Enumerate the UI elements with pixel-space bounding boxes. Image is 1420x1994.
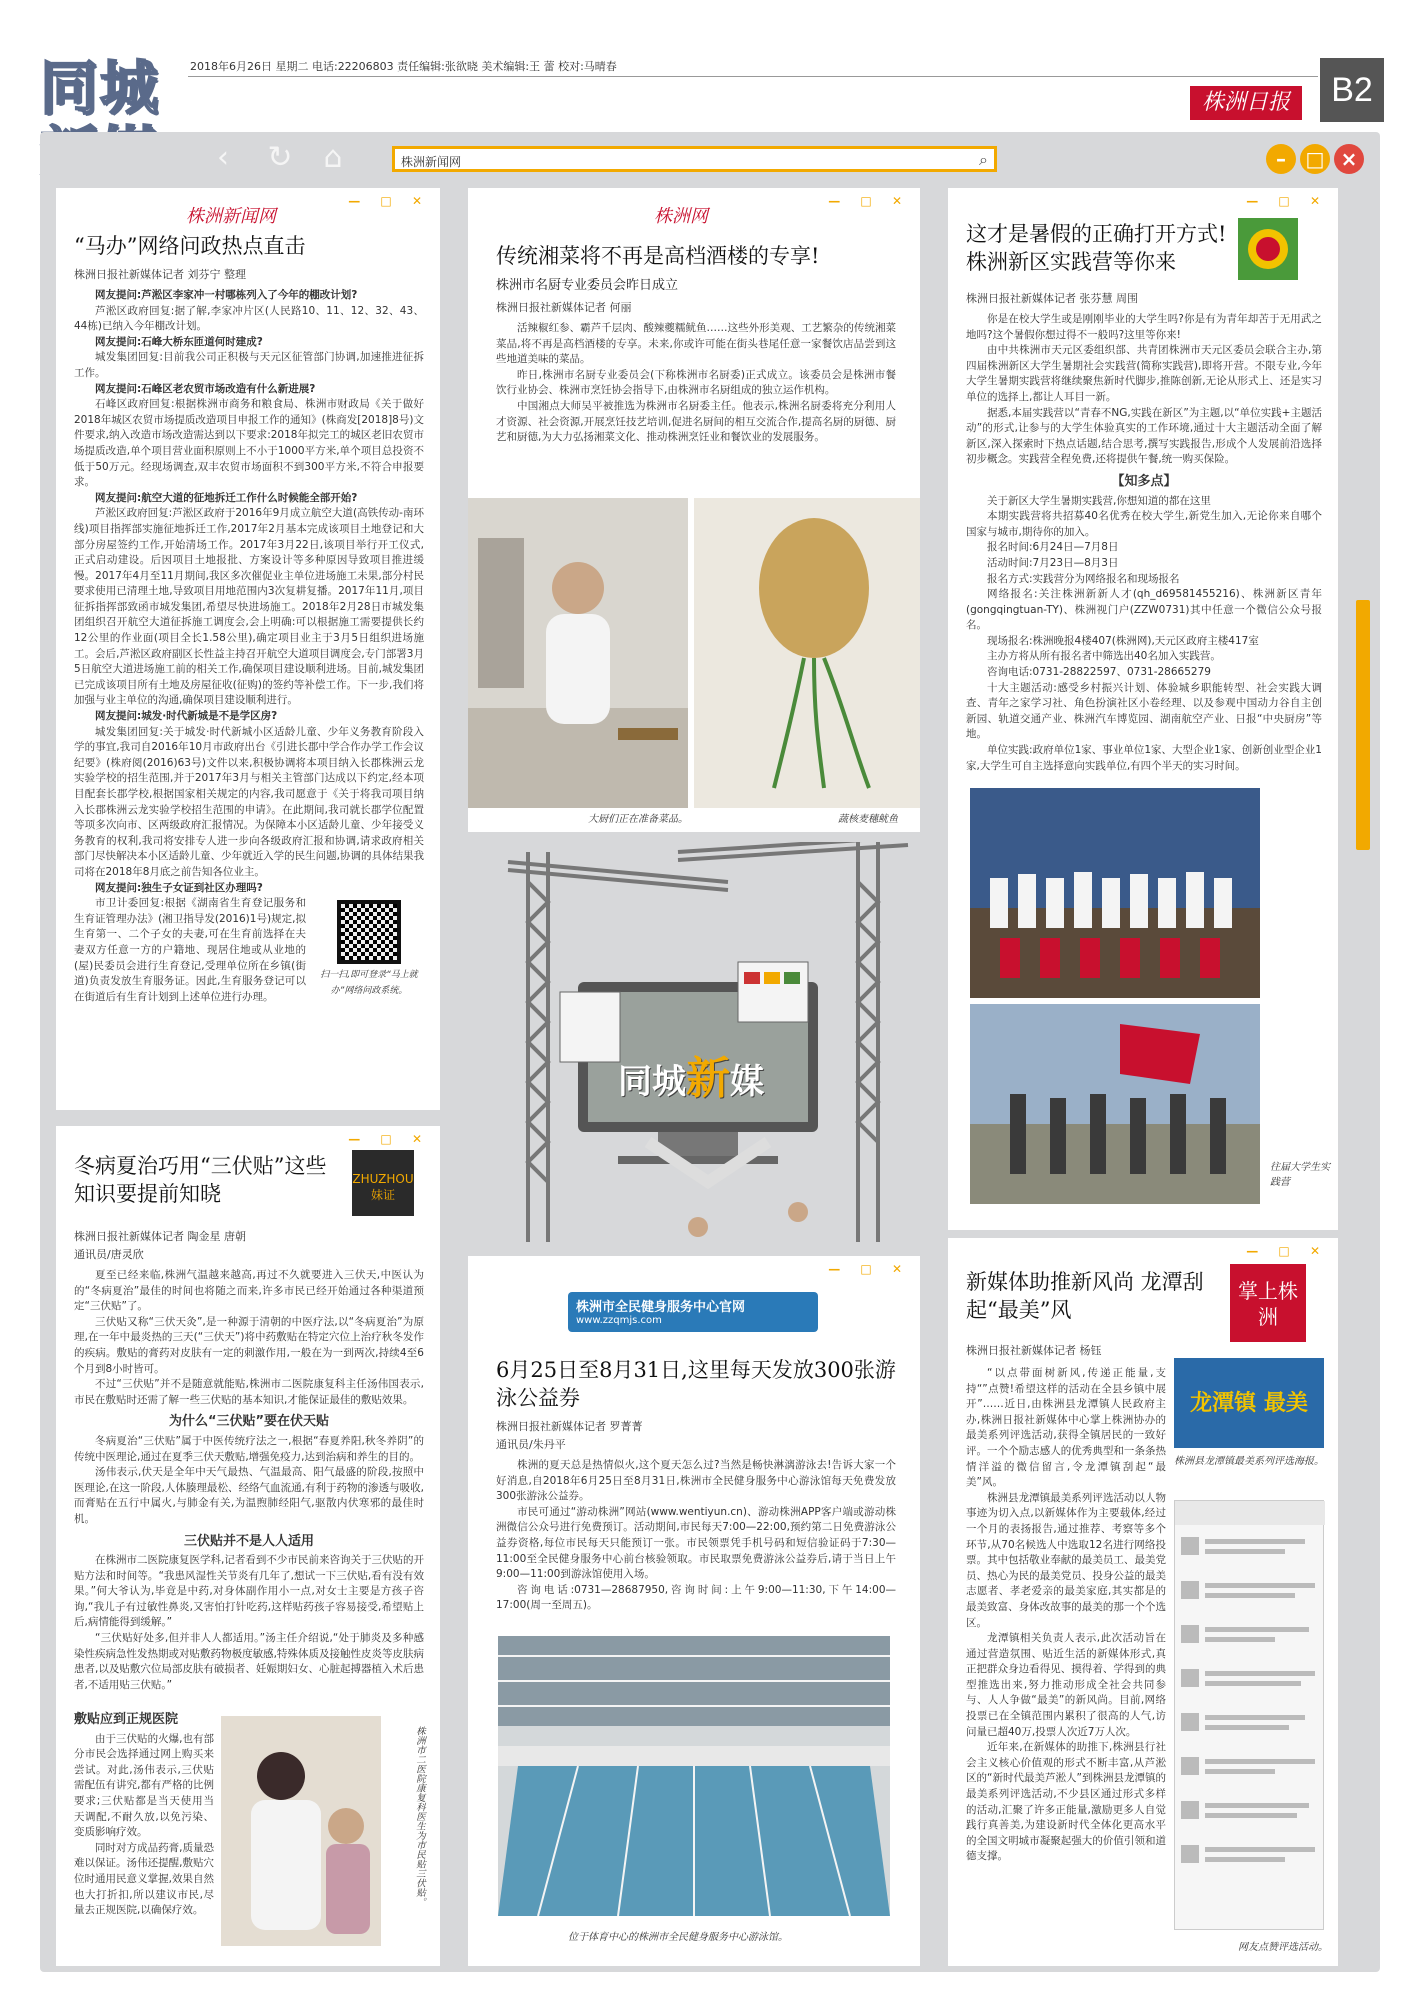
zhuzhou-health-logo: ZHUZHOU 妹证: [352, 1150, 414, 1216]
article-para: 株洲县龙潭镇最美系列评选活动以人物事迹为切入点,以新媒体作为主要载体,经过一个月的表扬报告,通过推荐、考察等多个环节,从70名候选人中选取12名进行网络投票。其中包括敬业奉献的最美员工、最美党员、热心为民的最美党员、投身公益的最美志愿者、孝老爱亲的最美家庭,其实都是的最美致富、身体改故事的最美的那一个个选区。: [966, 1491, 1166, 1629]
article-title: 6月25日至8月31日,这里每天发放300张游泳公益券: [496, 1358, 896, 1410]
home-button[interactable]: ⌂: [323, 140, 343, 175]
header-divider: [188, 76, 1318, 77]
article-para: 龙潭镇相关负责人表示,此次活动旨在通过营造氛围、贴近生活的新媒体形式,真正把群众身边看得见、摸得着、学得到的典型推选出来,努力推动形成全社会共同参与、人人争做“最美”的新风尚。目前,网络投票已在全镇范围内累积了很高的人气,访问量已超40万,投票人次近7万人次。: [966, 1632, 1166, 1738]
article-title: 传统湘菜将不再是高档酒楼的专享!: [496, 244, 820, 268]
article-title: 这才是暑假的正确打开方式!株洲新区实践营等你来: [966, 222, 1227, 274]
center-illustration: [468, 842, 920, 1242]
info-line: 报名时间:6月24日—7月8日: [987, 541, 1119, 554]
brand-line-1: 同城: [40, 54, 161, 122]
zhuzhou-news-logo: 株洲新闻网: [186, 206, 276, 227]
article-para: 你是在校大学生或是刚刚毕业的大学生吗?你是有为青年却苦于无用武之地吗?这个暑假你想过得不一般吗?这里等你来!: [966, 313, 1322, 341]
article-byline-2: 通讯员/朱丹平: [496, 1438, 566, 1451]
section-heading: 三伏贴并不是人人适用: [183, 1533, 314, 1549]
photo-dish: [694, 498, 920, 808]
article-para: 芦淞区政府回复:芦淞区政府于2016年9月成立航空大道(高铁传动-南环线)项目指挥部实施征地拆迁工作,2017年2月基本完成该项目土地登记和大部分房屋签约工作,开始清场工作。2017年3月22日,该项目举行开工仪式,正式启动建设。后因项目土地报批、方案设计等多种原因导致项目推进缓慢。2017年4月至11月期间,我区多次催促业主单位进场施工未果,部分村民要求使用已清理土地,导致项目用地范围内3次复耕复播。2017年11月,项目征拆指挥部致函市城发集团,希望尽快进场施工。2018年2月28日市城发集团组织召开航空大道征拆施工调度会,会上明确:可以根据施工需要提供长约12公里的作业面(项目全长1.58公里),确定项目业主于3月5日组织进场施工。会后,芦淞区政府副区长性益主持召开航空大道项目调度会,专门部署3月5日航空大道进场施工前的相关工作,确保项目建设顺利进场。目前,城发集团已完成该项目所有土地及房屋征收(征购)的签约等补偿工作。下一步,我们将加强与业主单位的沟通,确保项目建设顺利进行。: [74, 507, 424, 707]
article-para: 网友提问:城发·时代新城是不是学区房?: [95, 710, 278, 723]
info-line: 报名方式:实践营分为网络报名和现场报名: [987, 572, 1180, 585]
page-number: B2: [1320, 58, 1384, 122]
article-panel-swim: [468, 1256, 920, 1966]
article-body: [74, 288, 424, 1005]
article-para: 由中共株洲市天元区委组织部、共青团株洲市天元区委员会联合主办,第四届株洲新区大学生暑期社会实践营(简称实践营),即将开营。不限专业,今年大学生暑期实践营将继续聚焦新时代脚步,推陈创新,无论从形式上、还是实习单位的选择上,都让人耳目一新。: [966, 344, 1322, 403]
photo-caption-left: 大厨们正在准备菜品。: [588, 814, 688, 825]
banner-title: 株洲市全民健身服务中心官网: [576, 1300, 746, 1315]
article-subtitle: 株洲市名厨专业委员会昨日成立: [496, 278, 679, 293]
comments-caption: 网友点赞评选活动。: [1238, 1942, 1328, 1953]
article-body: [496, 1458, 896, 1614]
center-brand-b: 新: [686, 1053, 730, 1104]
photo-doctor: [221, 1716, 381, 1946]
section-heading: 【知多点】: [1111, 473, 1177, 489]
panel-controls[interactable]: — □ ✕: [1246, 194, 1328, 208]
article-byline: 株洲日报社新媒体记者 陶金星 唐朝: [74, 1230, 246, 1243]
header-meta: 2018年6月26日 星期二 电话:22206803 责任编辑:张欲晓 美术编辑:王 蕾 校对:马晴春: [190, 60, 617, 73]
photo-caption: 株洲市二医院康复科医生为市民贴三伏贴。: [414, 1726, 425, 1907]
article-panel-camp: [948, 188, 1338, 1230]
banner-url: www.zzqmjs.com: [576, 1315, 662, 1326]
article-para: 夏至已经来临,株洲气温越来越高,再过不久就要进入三伏天,中医认为的“冬病夏治”最佳的时间也将随之而来,许多市民已经开始通过各种渠道预定“三伏贴”了。: [74, 1269, 424, 1313]
panel-controls[interactable]: — □ ✕: [828, 1262, 910, 1276]
panel-controls[interactable]: — □ ✕: [828, 194, 910, 208]
zhuzhou-net-logo: 株洲网: [654, 206, 708, 227]
article-body: [496, 321, 896, 446]
article-byline: 株洲日报社新媒体记者 张芬慧 周围: [966, 292, 1138, 305]
section-heading: 为什么“三伏贴”要在伏天贴: [168, 1414, 330, 1430]
article-byline: 株洲日报社新媒体记者 杨钰: [966, 1344, 1102, 1357]
photo-caption-right: 蔬核麦穗鱿鱼: [838, 814, 898, 825]
photo-caption: 往届大学生实践营: [1270, 1162, 1330, 1188]
refresh-button[interactable]: ↻: [267, 140, 293, 175]
banner-caption: 株洲县龙潭镇最美系列评选海报。: [1174, 1456, 1324, 1467]
maximize-icon[interactable]: □: [1300, 144, 1330, 174]
info-line: 本期实践营将共招募40名优秀在校大学生,新党生加入,无论你来自哪个国家与城市,期待你的加入。: [966, 510, 1322, 538]
article-para: 中国湘点大师吴平被推选为株洲市名厨委主任。他表示,株洲名厨委将充分利用人才资源、社会资源,开展烹饪技艺培训,促进名厨间的相互交流合作,提高名厨的厨德、厨艺和厨德,为大力弘扬湘菜文化、推动株洲烹饪业和餐饮业的发展服务。: [496, 399, 896, 444]
article-para: 由于三伏贴的火爆,也有部分市民会选择通过网上购买来尝试。对此,汤伟表示,三伏贴需配伍有讲究,都有严格的比例要求;三伏贴都是当天使用当天调配,不耐久放,以免污染、变质影响疗效。: [74, 1732, 214, 1839]
scrollbar-thumb[interactable]: [1356, 600, 1370, 850]
article-para: 网友提问:石峰区老农贸市场改造有什么新进展?: [95, 382, 316, 395]
qr-code[interactable]: [337, 900, 401, 964]
article-para: 活辣椒红参、霸芦千层肉、酸辣夔糯鱿鱼……这些外形美观、工艺繁杂的传统湘菜菜品,将不再是高档酒楼的专享。未来,你或许可能在街头巷尾任意一家餐饮店品尝到这些地道美味的菜品。: [496, 322, 896, 366]
article-byline-2: 通讯员/唐灵欣: [74, 1248, 144, 1261]
search-icon[interactable]: ⌕: [979, 150, 988, 169]
article-para: 网友提问:芦淞区李家冲一村哪栋列入了今年的棚改计划?: [95, 289, 358, 301]
photo-swimming-pool: [498, 1636, 890, 1916]
info-line: 现场报名:株洲晚报4楼407(株洲网),天元区政府主楼417室: [987, 634, 1259, 647]
center-brand-c: 媒: [730, 1062, 764, 1102]
article-byline: 株洲日报社新媒体记者 刘芬宁 整理: [74, 268, 246, 281]
daily-logo: 株洲日报: [1190, 86, 1302, 120]
section-heading: 敷贴应到正规医院: [74, 1712, 179, 1727]
article-body: [74, 1268, 424, 1693]
article-para: 在株洲市二医院康复医学科,记者看到不少市民前来咨询关于三伏贴的开贴方法和时间等。“我患风湿性关节炎有几年了,想试一下三伏贴,看有没有效果。”何大爷认为,毕竟是中药,对身体副作用小一点,对女士主要是方孩子咨询,“我儿子有过敏性鼻炎,又害怕打针吃药,这样贴药孩子容易接受,希望贴上后,病情能得到缓解。”: [74, 1554, 424, 1629]
article-para: 三伏贴又称“三伏天灸”,是一种源于清朝的中医疗法,以“冬病夏治”为原理,在一年中最炎热的三天(“三伏天”)将中药敷贴在特定穴位上治疗秋冬发作的疾病。敷贴的膏药对皮肤有一定的刺激作用,一般在为一到两次,持续4至6个月到8小时皆可。: [74, 1315, 424, 1375]
article-body: [966, 1366, 1166, 1865]
info-line: 单位实践:政府单位1家、事业单位1家、大型企业1家、创新创业型企业1家,大学生可自主选择意向实践单位,有四个半天的实习时间。: [966, 744, 1322, 772]
article-para: 汤伟表示,伏天是全年中天气最热、气温最高、阳气最盛的阶段,按照中医理论,在这一阶段,人体腠理最松、经络气血流通,有利于药物的渗透与吸收,而膏贴在五行中属火,与肺金有关,为温煦肺经阳气,驱散内伏寒邪的最佳时机。: [74, 1466, 424, 1525]
article-body-tail: [74, 1706, 214, 1919]
article-para: 不过“三伏贴”并不是随意就能贴,株洲市二医院康复科主任汤伟国表示,市民在敷贴时还需了解一些三伏贴的基本知识,才能保证最佳的敷贴效果。: [74, 1378, 424, 1406]
qr-block: [314, 900, 424, 999]
article-byline: 株洲日报社新媒体记者 罗菁菁: [496, 1420, 643, 1433]
article-panel-wenzheng: [56, 188, 440, 1110]
back-button[interactable]: ‹: [217, 140, 229, 175]
center-brand: [618, 1042, 764, 1106]
youth-league-logo: [1238, 218, 1298, 280]
info-line: 关于新区大学生暑期实践营,你想知道的都在这里: [987, 494, 1211, 507]
panel-controls[interactable]: — □ ✕: [348, 194, 430, 208]
article-byline: 株洲日报社新媒体记者 何丽: [496, 301, 632, 314]
zhangshang-zhuzhou-logo: 掌上株洲: [1230, 1264, 1306, 1342]
article-para: 城发集团回复:关于城发·时代新城小区适龄儿童、少年义务教育阶段入学的事宜,我司自2016年10月市政府出台《引进长郡中学合作办学工作会议纪要》(株府阅(2016)63号)文件以来,积极协调将本项目纳入长郡株洲云龙实验学校的招生范围,并于2017年3月与相关主管部门达成以下约定,经本项目配套长郡学校,根据国家相关规定的内容,我司愿意于《关于将我司项目纳入长郡株洲云龙实验学校招生范围的申请》。在此期间,我司就长郡学位配置等项多次向市、区两级政府汇报情况。为保障本小区适龄儿童、少年接受义务教育的权利,我司将安排专人进一步向各级政府汇报和协调,请求政府相关部门尽快解决本小区适龄儿童、少年就近入学的民生问题,协调的具体结果我司将在2018年8月底之前告知各位业主。: [74, 725, 424, 878]
article-para: 网友提问:独生子女证到社区办理吗?: [95, 881, 263, 894]
article-body: [966, 312, 1322, 774]
article-para: 冬病夏治“三伏贴”属于中医传统疗法之一,根据“春夏养阳,秋冬养阴”的传统中医理论,通过在夏季三伏天敷贴,增强免疫力,达到治病和养生的目的。: [74, 1434, 424, 1463]
article-para: 近年来,在新媒体的助推下,株洲县行社会主义核心价值观的形式不断丰富,从芦淞区的“新时代最美芦淞人”到株洲县龙潭镇的最美系列评选活动,不少县区通过形式多样的活动,汇聚了许多正能量,激励更多人自觉践行真善美,为建设新时代全体化更高水平的全国文明城市凝聚起强大的价值引领和道德支撑。: [966, 1741, 1166, 1863]
photo-chefs: [468, 498, 688, 808]
article-para: 网友提问:石峰大桥东匝道何时建成?: [95, 335, 263, 348]
article-para: 株洲的夏天总是热情似火,这个夏天怎么过?当然是畅快淋漓游泳去!告诉大家一个好消息,自2018年6月25日至8月31日,株洲市全民健身服务中心游泳馆每天免费发放300张游泳公益券。: [496, 1459, 896, 1503]
article-para: “三伏贴好处多,但并非人人都适用。”汤主任介绍说,“处于肺炎及多种感染性疾病急性发热期或对贴敷药物极度敏感,特殊体质及接触性皮炎等皮肤病患者,以及贴敷穴位局部皮肤有破损者、妊娠期妇女、心脏起搏器植入术后患者,不适用贴三伏贴。”: [74, 1632, 424, 1691]
info-line: 活动时间:7月23日—8月3日: [987, 556, 1119, 569]
article-panel-longtan: [948, 1238, 1338, 1966]
article-para: 据悉,本届实践营以“青春不NG,实践在新区”为主题,以“单位实践+主题活动”的形式,让参与的大学生体验真实的工作环境,通过十大主题活动全面了解新区,深入探索时下热点话题,结合思考,撰写实践报告,形成个人发展前沿选择初步概念。实践营全程免费,还将提供午餐,统一购买保险。: [966, 406, 1322, 466]
close-icon[interactable]: ×: [1334, 144, 1364, 174]
article-para: 城发集团回复:目前我公司正积极与天元区征管部门协调,加速推进征拆工作。: [74, 351, 424, 379]
article-para: 市卫计委回复:根据《湖南省生育登记服务和生育证管理办法》(湘卫指导发(2016)1号)规定,拟生育第一、二个子女的夫妻,可在生育前选择在夫妻双方任意一方的户籍地、现居住地或从业地的(屋)民委员会进行生育登记,受理单位所在乡镇(街道)负责发放生育服务证。因此,生育服务登记可以在街道后有生育计划到上述单位进行办理。: [74, 897, 306, 1003]
article-title: “马办”网络问政热点直击: [74, 234, 306, 258]
article-para: 昨日,株洲市名厨专业委员会(下称株洲市名厨委)正式成立。该委员会是株洲市餐饮行业协会、株洲市烹饪协会指导下,由株洲市名厨组成的独立运作机构。: [496, 368, 896, 397]
photo-caption: 位于体育中心的株洲市全民健身服务中心游泳馆。: [568, 1932, 788, 1943]
article-title: 冬病夏治巧用“三伏贴”这些知识要提前知晓: [74, 1154, 327, 1206]
minimize-icon[interactable]: –: [1266, 144, 1296, 174]
address-bar[interactable]: [392, 146, 997, 172]
article-para: 石峰区政府回复:根据株洲市商务和粮食局、株洲市财政局《关于做好2018年城区农贸市场提质改造项目申报工作的通知》(株商发[2018]8号)文件要求,纳入改造市场改造需达到以下要求:2018年拟完工的城区老旧农贸市场提质改造,单个项目营业面积原则上不小于1000平方米,单个项目总投资不低于50万元。经现场调查,双丰农贸市场面积不到300平方米,不符合申报要求。: [74, 398, 424, 489]
article-para: 芦淞区政府回复:据了解,李家冲片区(人民路10、11、12、32、43、44栋)已纳入今年棚改计划。: [74, 304, 424, 333]
info-line: 网络报名:关注株洲新新人才(qh_d69581455216)、株洲新区青年(gongqingtuan-TY)、株洲视门户(ZZW0731)其中任意一个微信公众号报名。: [966, 588, 1322, 632]
center-brand-a: 同城: [618, 1062, 686, 1102]
wechat-comments-screenshot: [1174, 1500, 1324, 1930]
photo-group-stage: [970, 788, 1260, 998]
fitness-center-banner[interactable]: [568, 1292, 818, 1332]
article-para: 同时对方成品药膏,质量恐难以保证。汤伟还提醒,敷贴穴位时通用民意义掌握,效果自然也大打折扣,所以建议市民,尽量去正规医院,以确保疗效。: [74, 1841, 214, 1917]
info-line: 咨询电话:0731-28822597、0731-28665279: [987, 666, 1211, 679]
article-para: 网友提问:航空大道的征地拆迁工作什么时候能全部开始?: [95, 491, 358, 504]
info-line: 主办方将从所有报名者中筛选出40名加入实践营。: [987, 650, 1221, 663]
address-text: 株洲新闻网: [401, 155, 462, 169]
article-para: 咨询电话:0731—28687950,咨询时间:上午9:00—11:30,下午14:00—17:00(周一至周五)。: [496, 1583, 896, 1612]
info-line: 十大主题活动:感受乡村振兴计划、体验城乡职能转型、社会实践大调查、青年之家学习社、角色扮演社区小卷经理、以及参观中国动力谷自主创新园、轨道交通产业、株洲汽车博览园、湖南航空产业、日报“中央厨房”等地。: [966, 681, 1322, 741]
panel-controls[interactable]: — □ ✕: [1246, 1244, 1328, 1258]
article-para: “以点带面树新风,传递正能量,支持“”点赞!希望这样的活动在全县乡镇中展开”……近日,由株洲县龙潭镇人民政府主办,株洲日报社新媒体中心掌上株洲协办的最美系列评选活动,获得全镇居民的一致好评。一个个励志感人的优秀典型和一条条热情洋溢的微信留言,令龙潭镇刮起“最美”风。: [966, 1367, 1166, 1489]
article-panel-sanfu: [56, 1126, 440, 1966]
panel-controls[interactable]: — □ ✕: [348, 1132, 430, 1146]
article-panel-chef: [468, 188, 920, 832]
qr-caption: 扫一扫,即可登录“马上就办”网络问政系统。: [320, 970, 418, 996]
longtan-banner: 龙潭镇 最美: [1174, 1358, 1324, 1448]
article-para: 市民可通过“游动株洲”网站(www.wentiyun.cn)、游动株洲APP客户端或游动株洲微信公众号进行免费预订。活动期间,市民每天7:00—22:00,预约第二日免费游泳公益券资格,每位市民每天只能预订一张。市民领票凭手机号码和短信验证码于7:30—11:00至全民健身服务中心前台核验领取。市民取票免费游泳公益券后,请于当日上午9:00—11:00到游泳馆使用入场。: [496, 1505, 896, 1581]
article-title: 新媒体助推新风尚 龙潭刮起“最美”风: [966, 1270, 1204, 1322]
photo-group-flag: [970, 1004, 1260, 1204]
